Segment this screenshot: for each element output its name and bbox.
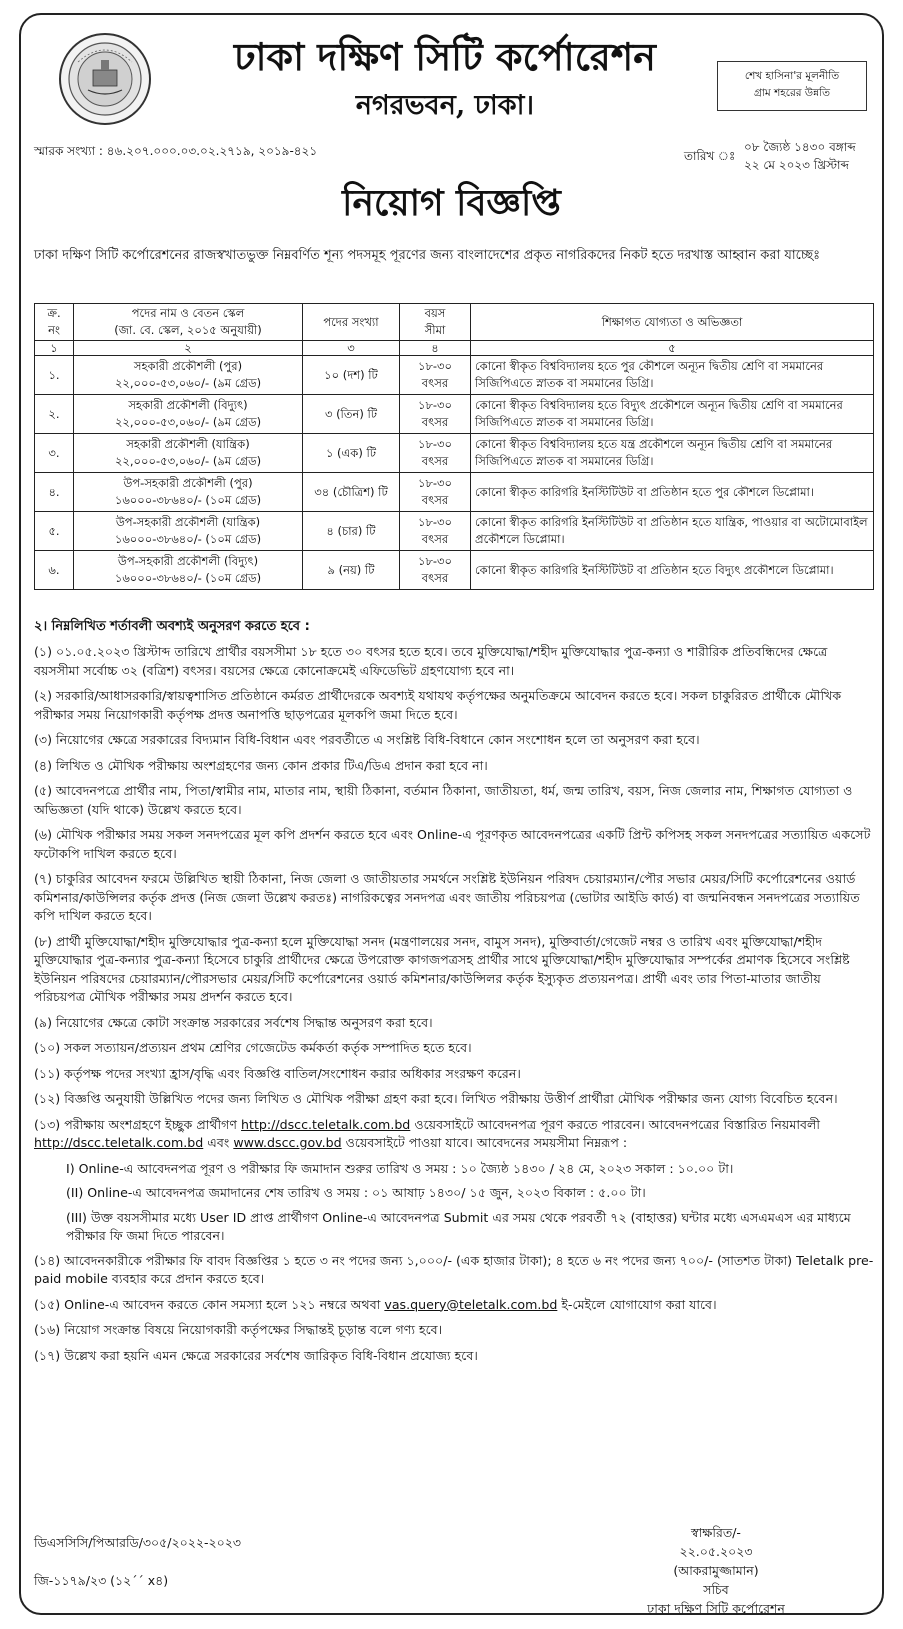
footer-code: জি-১১৭৯/২৩ (১২´´ x৪) <box>34 1573 169 1588</box>
row-age <box>400 551 471 590</box>
age-range: ১৮-৩০ <box>417 476 453 490</box>
condition-15-text: ই-মেইলে যোগাযোগ করা যাবে। <box>561 1296 717 1312</box>
row-serial: ৪. <box>35 473 74 512</box>
table-row <box>35 512 874 551</box>
condition-item: (৬) মৌখিক পরীক্ষার সময় সকল সনদপত্রের মূল কপি প্রদর্শন করতে হবে এবং Online-এ পূরণকৃত আবেদনপত্রের একটি প্রিন্ট কপিসহ সকল সনদপত্রের সত্যায়িত একসেট ফটোকপি দাখিল করতে হবে। <box>34 827 871 861</box>
signatory-designation: সচিব <box>703 1582 729 1597</box>
column-number: ১ <box>35 341 74 356</box>
row-post <box>74 473 303 512</box>
age-range: ১৮-৩০ <box>417 398 453 412</box>
posts-table <box>34 303 874 590</box>
header-serial <box>35 304 74 341</box>
post-name: উপ-সহকারী প্রকৌশলী (বিদ্যুৎ) <box>117 554 259 568</box>
dscc-website-link[interactable]: www.dscc.gov.bd <box>233 1135 342 1150</box>
condition-item: (৪) লিখিত ও মৌখিক পরীক্ষায় অংশগ্রহণের জন্য কোন প্রকার টিএ/ডিএ প্রদান করা হবে না। <box>34 757 488 773</box>
org-address: নগরভবন, ঢাকা। <box>355 90 535 121</box>
condition-13-text: ওয়েবসাইটে পাওয়া যাবে। আবেদনের সময়সীমা নিম্নরূপ : <box>345 1135 628 1150</box>
post-name: উপ-সহকারী প্রকৌশলী (পুর) <box>123 476 253 490</box>
condition-item: (৭) চাকুরির আবেদন ফরমে উল্লিখিত স্থায়ী ঠিকানা, নিজ জেলা ও জাতীয়তার সমর্থনে সংশ্লিষ্ট ইউনিয়ন পরিষদ চেয়ারম্যান/পৌর সভার মেয়র/সিটি কর্পোরেশনের ওয়ার্ড কমিশনার/কাউন্সিলর কর্তৃক প্রদত্ত (নিজ জেলা উল্লেখ করতঃ) নাগরিকত্বের সনদপত্র এবং জাতীয় পরিচয়পত্র (ভোটার আইডি কার্ড) বা জন্মনিবন্ধন সনদপত্রের সত্যায়িত কপি দাখিল করতে হবে। <box>34 871 860 923</box>
header-age <box>400 304 471 341</box>
condition-13-text: (১৩) পরীক্ষায় অংশগ্রহণে ইচ্ছুক প্রার্থীগণ <box>34 1116 238 1132</box>
post-name: সহকারী প্রকৌশলী (যান্ত্রিক) <box>126 437 250 451</box>
condition-item: (১) ০১.০৫.২০২৩ খ্রিস্টাব্দ তারিখে প্রার্থীর বয়সসীমা ১৮ হতে ৩০ বৎসর হতে হবে। তবে মুক্তিযোদ্ধা/শহীদ মুক্তিযোদ্ধার পুত্র-কন্যা ও শারীরিক প্রতিবন্ধিদের ক্ষেত্রে বয়সসীমা সর্বোচ্চ ৩২ (বত্রিশ) বৎসর। বয়সের ক্ষেত্রে কোনোক্রমেই এফিডেভিট গ্রহণযোগ্য হবে না। <box>34 644 828 678</box>
row-count: ৯ (নয়) টি <box>303 551 400 590</box>
table-row <box>35 434 874 473</box>
signature-block <box>586 1523 846 1618</box>
signatory-org: ঢাকা দক্ষিণ সিটি কর্পোরেশন <box>647 1601 785 1616</box>
conditions-list <box>34 643 874 1372</box>
pay-scale: ১৬০০০-৩৮৬৪০/- (১০ম গ্রেড) <box>114 532 262 546</box>
row-post <box>74 512 303 551</box>
column-number: ৩ <box>303 341 400 356</box>
row-qualification: কোনো স্বীকৃত কারিগরি ইনস্টিটিউট বা প্রতিষ্ঠান হতে যান্ত্রিক, পাওয়ার বা অটোমোবাইল প্রকৌশলে ডিপ্লোমা। <box>471 512 874 551</box>
row-serial: ২. <box>35 395 74 434</box>
date-bangla: ০৮ জ্যৈষ্ঠ ১৪৩০ বঙ্গাব্দ <box>744 140 856 154</box>
age-range: ১৮-৩০ <box>417 359 453 373</box>
signature-date: ২২.০৫.২০২৩ <box>679 1544 753 1559</box>
header-serial-l2: নং <box>48 323 60 337</box>
age-unit: বৎসর <box>421 532 449 546</box>
age-range: ১৮-৩০ <box>417 437 453 451</box>
footer-reference: ডিএসসিসি/পিআরডি/৩০৫/২০২২-২০২৩ <box>34 1535 242 1550</box>
intro-paragraph: ঢাকা দক্ষিণ সিটি কর্পোরেশনের রাজস্বখাতভুক্ত নিম্নবর্ণিত শূন্য পদসমূহ পূরণের জন্য বাংলাদেশের প্রকৃত নাগরিকদের নিকট হতে দরখাস্ত আহ্বান করা যাচ্ছেঃ <box>34 248 821 263</box>
row-age <box>400 434 471 473</box>
row-post <box>74 395 303 434</box>
schedule-item: (III) উক্ত বয়সসীমার মধ্যে User ID প্রাপ্ত প্রার্থীগণ Online-এ আবেদনপত্র Submit এর সময় থেকে পরবর্তী ৭২ (বাহাত্তর) ঘন্টার মধ্যে এসএমএস এর মাধ্যমে পরীক্ষার ফি জমা দিতে পারবেন। <box>66 1209 851 1243</box>
row-count: ৪ (চার) টি <box>303 512 400 551</box>
header-qualification: শিক্ষাগত যোগ্যতা ও অভিজ্ঞতা <box>471 304 874 341</box>
date-label: তারিখ ঃ <box>684 149 736 163</box>
signatory-name: (আকরামুজ্জামান) <box>673 1563 759 1578</box>
column-number: ২ <box>74 341 303 356</box>
table-row <box>35 473 874 512</box>
row-serial: ৩. <box>35 434 74 473</box>
row-qualification: কোনো স্বীকৃত বিশ্ববিদ্যালয় হতে বিদ্যুৎ প্রকৌশলে অন্যূন দ্বিতীয় শ্রেণি বা সমমানের সিজিপিএতে স্নাতক বা সমমানের ডিগ্রি। <box>471 395 874 434</box>
pay-scale: ২২,০০০-৫৩,০৬০/- (৯ম গ্রেড) <box>114 415 262 429</box>
row-count: ১০ (দশ) টি <box>303 356 400 395</box>
condition-15-text: (১৫) Online-এ আবেদন করতে কোন সমস্যা হলে ১২১ নম্বরে অথবা <box>34 1296 381 1312</box>
row-qualification: কোনো স্বীকৃত কারিগরি ইনস্টিটিউট বা প্রতিষ্ঠান হতে পুর কৌশলে ডিপ্লোমা। <box>471 473 874 512</box>
pay-scale: ২২,০০০-৫৩,০৬০/- (৯ম গ্রেড) <box>114 454 262 468</box>
row-qualification: কোনো স্বীকৃত বিশ্ববিদ্যালয় হতে যন্ত্র প্রকৌশলে অন্যূন দ্বিতীয় শ্রেণি বা সমমানের সিজিপিএতে স্নাতক বা সমমানের ডিগ্রি। <box>471 434 874 473</box>
dscc-logo-seal <box>58 32 152 126</box>
row-age <box>400 395 471 434</box>
motto-box <box>717 61 867 111</box>
motto-line-2: গ্রাম শহরের উন্নতি <box>754 87 830 99</box>
teletalk-link[interactable]: http://dscc.teletalk.com.bd <box>34 1135 204 1150</box>
age-unit: বৎসর <box>421 454 449 468</box>
header-serial-l1: ক্র. <box>47 306 61 320</box>
table-row <box>35 356 874 395</box>
condition-item: (১১) কর্তৃপক্ষ পদের সংখ্যা হ্রাস/বৃদ্ধি এবং বিজ্ঞপ্তি বাতিল/সংশোধন করার অধিকার সংরক্ষণ করেন। <box>34 1065 521 1081</box>
condition-item: (১৬) নিয়োগ সংক্রান্ত বিষয়ে নিয়োগকারী কর্তৃপক্ষের সিদ্ধান্তই চূড়ান্ত বলে গণ্য হবে। <box>34 1322 443 1337</box>
pay-scale: ১৬০০০-৩৮৬৪০/- (১০ম গ্রেড) <box>114 493 262 507</box>
row-post <box>74 356 303 395</box>
condition-item: (২) সরকারি/আধাসরকারি/স্বায়ত্বশাসিত প্রতিষ্ঠানে কর্মরত প্রার্থীদেরকে অবশ্যই যথাযথ কর্তৃপক্ষের অনুমতিক্রমে আবেদন করতে হবে। সকল চাকুরিরত প্রার্থীকে মৌখিক পরীক্ষার সময় নিয়োগকারী কর্তৃপক্ষ প্রদত্ত অনাপত্তি ছাড়পত্রের মূলকপি জমা দিতে হবে। <box>34 688 842 722</box>
post-name: উপ-সহকারী প্রকৌশলী (যান্ত্রিক) <box>115 515 261 529</box>
condition-item: (৫) আবেদনপত্রে প্রার্থীর নাম, পিতা/স্বামীর নাম, মাতার নাম, স্থায়ী ঠিকানা, বর্তমান ঠিকানা, জাতীয়তা, ধর্ম, জন্ম তারিখ, বয়স, নিজ জেলার নাম, শিক্ষাগত যোগ্যতা ও অভিজ্ঞতা (যদি থাকে) উল্লেখ করতে হবে। <box>34 783 853 817</box>
condition-13-text: এবং <box>207 1135 230 1150</box>
age-unit: বৎসর <box>421 571 449 585</box>
header-count: পদের সংখ্যা <box>303 304 400 341</box>
post-name: সহকারী প্রকৌশলী (পুর) <box>133 359 243 373</box>
row-serial: ৬. <box>35 551 74 590</box>
org-name: ঢাকা দক্ষিণ সিটি কর্পোরেশন <box>234 34 656 79</box>
condition-item: (৮) প্রার্থী মুক্তিযোদ্ধা/শহীদ মুক্তিযোদ্ধার পুত্র-কন্যা হলে মুক্তিযোদ্ধা সনদ (মন্ত্রণালয়ের সনদ, বামুস সনদ), মুক্তিবার্তা/গেজেট নম্বর ও তারিখ এবং মুক্তিযোদ্ধা/শহীদ মুক্তিযোদ্ধার পুত্র-কন্যার পুত্র-কন্যা হিসেবে চাকুরি প্রার্থীদের ক্ষেত্রে উপরোক্ত কাগজপত্রসহ প্রার্থীর সাথে মুক্তিযোদ্ধা/শহীদ মুক্তিযোদ্ধার সম্পর্কের প্রমাণক হিসেবে সংশ্লিষ্ট ইউনিয়ন পরিষদের চেয়ারম্যান/পৌরসভার মেয়র/সিটি কর্পোরেশনের ওয়ার্ড কমিশনার/কাউন্সিলর কর্তৃক ইস্যুকৃত প্রত্যয়নপত্র। প্রার্থী এবং তার পিতা-মাতার জাতীয় পরিচয়পত্র মৌখিক পরীক্ষার সময় প্রদর্শন করতে হবে। <box>34 933 850 1004</box>
header-age-l2: সীমা <box>424 323 446 337</box>
support-email-link[interactable]: vas.query@teletalk.com.bd <box>384 1296 558 1312</box>
row-post <box>74 551 303 590</box>
header-post <box>74 304 303 341</box>
row-age <box>400 512 471 551</box>
age-unit: বৎসর <box>421 376 449 390</box>
pay-scale: ২২,০০০-৫৩,০৬০/- (৯ম গ্রেড) <box>114 376 262 390</box>
motto-line-1: শেখ হাসিনা'র মূলনীতি <box>744 70 840 82</box>
pay-scale: ১৬০০০-৩৮৬৪০/- (১০ম গ্রেড) <box>114 571 262 585</box>
header-post-l1: পদের নাম ও বেতন স্কেল <box>131 306 245 320</box>
row-serial: ১. <box>35 356 74 395</box>
age-range: ১৮-৩০ <box>417 554 453 568</box>
row-count: ৩৪ (চৌত্রিশ) টি <box>303 473 400 512</box>
row-qualification: কোনো স্বীকৃত কারিগরি ইনস্টিটিউট বা প্রতিষ্ঠান হতে বিদ্যুৎ প্রকৌশলে ডিপ্লোমা। <box>471 551 874 590</box>
condition-item-13 <box>34 1116 874 1153</box>
condition-item-15 <box>34 1296 874 1315</box>
age-unit: বৎসর <box>421 493 449 507</box>
condition-item: (৯) নিয়োগের ক্ষেত্রে কোটা সংক্রান্ত সরকারের সর্বশেষ সিদ্ধান্ত অনুসরণ করা হবে। <box>34 1014 433 1030</box>
header-age-l1: বয়স <box>424 306 446 320</box>
row-count: ৩ (তিন) টি <box>303 395 400 434</box>
row-post <box>74 434 303 473</box>
schedule-item: (II) Online-এ আবেদনপত্র জমাদানের শেষ তারিখ ও সময় : ০১ আষাঢ় ১৪৩০/ ১৫ জুন, ২০২৩ বিকাল : ৫.০০ টা। <box>66 1185 646 1200</box>
teletalk-link[interactable]: http://dscc.teletalk.com.bd <box>241 1116 411 1132</box>
row-qualification: কোনো স্বীকৃত বিশ্ববিদ্যালয় হতে পুর কৌশলে অন্যূন দ্বিতীয় শ্রেণি বা সমমানের সিজিপিএতে স্নাতক বা সমমানের ডিগ্রি। <box>471 356 874 395</box>
condition-item: (১২) বিজ্ঞপ্তি অনুযায়ী উল্লিখিত পদের জন্য লিখিত ও মৌখিক পরীক্ষা গ্রহণ করা হবে। লিখিত পরীক্ষায় উত্তীর্ণ প্রার্থীরা মৌখিক পরীক্ষার জন্য যোগ্য বিবেচিত হবেন। <box>34 1091 838 1106</box>
memo-number: স্মারক সংখ্যা : ৪৬.২০৭.০০০.০৩.০২.২৭১৯, ২০১৯-৪২১ <box>34 144 318 158</box>
conditions-heading: ২। নিম্নলিখিত শর্তাবলী অবশ্যই অনুসরণ করতে হবে : <box>34 619 310 634</box>
condition-item: (১০) সকল সত্যায়ন/প্রত্যয়ন প্রথম শ্রেণির গেজেটেড কর্মকর্তা কর্তৃক সম্পাদিত হতে হবে। <box>34 1040 472 1055</box>
condition-item: (১৪) আবেদনকারীকে পরীক্ষার ফি বাবদ বিজ্ঞপ্তির ১ হতে ৩ নং পদের জন্য ১,০০০/- (এক হাজার টাকা); ৪ হতে ৬ নং পদের জন্য ৭০০/- (সাতশত টাকা) Teletalk pre-paid mobile ব্যবহার করে প্রদান করতে হবে। <box>34 1252 874 1286</box>
table-row <box>35 551 874 590</box>
row-age <box>400 356 471 395</box>
condition-item: (৩) নিয়োগের ক্ষেত্রে সরকারের বিদ্যমান বিধি-বিধান এবং পরবর্তীতে এ সংশ্লিষ্ট বিধি-বিধানে কোন সংশোধন হলে তা অনুসরণ করা হবে। <box>34 732 700 747</box>
column-number: ৪ <box>400 341 471 356</box>
date-gregorian: ২২ মে ২০২৩ খ্রিস্টাব্দ <box>744 158 849 172</box>
schedule-item: I) Online-এ আবেদনপত্র পূরণ ও পরীক্ষার ফি জমাদান শুরুর তারিখ ও সময় : ১০ জ্যৈষ্ঠ ১৪৩০ / ২৪ মে, ২০২৩ সকাল : ১০.০০ টা। <box>66 1160 734 1176</box>
row-count: ১ (এক) টি <box>303 434 400 473</box>
age-unit: বৎসর <box>421 415 449 429</box>
condition-item: (১৭) উল্লেখ করা হয়নি এমন ক্ষেত্রে সরকারের সর্বশেষ জারিকৃত বিধি-বিধান প্রযোজ্য হবে। <box>34 1347 478 1363</box>
column-number: ৫ <box>471 341 874 356</box>
post-name: সহকারী প্রকৌশলী (বিদ্যুৎ) <box>128 398 248 412</box>
table-header-row <box>35 304 874 341</box>
notice-title: নিয়োগ বিজ্ঞপ্তি <box>342 182 561 224</box>
table-row <box>35 395 874 434</box>
column-number-row <box>35 341 874 356</box>
row-age <box>400 473 471 512</box>
signed-label: স্বাক্ষরিত/- <box>691 1525 741 1540</box>
condition-13-text: ওয়েবসাইটে আবেদনপত্র পূরণ করতে পারবেন। আবেদনপত্রের বিস্তারিত নিয়মাবলী <box>414 1116 820 1132</box>
row-serial: ৫. <box>35 512 74 551</box>
age-range: ১৮-৩০ <box>417 515 453 529</box>
header-post-l2: (জা. বে. স্কেল, ২০১৫ অনুযায়ী) <box>114 323 262 337</box>
